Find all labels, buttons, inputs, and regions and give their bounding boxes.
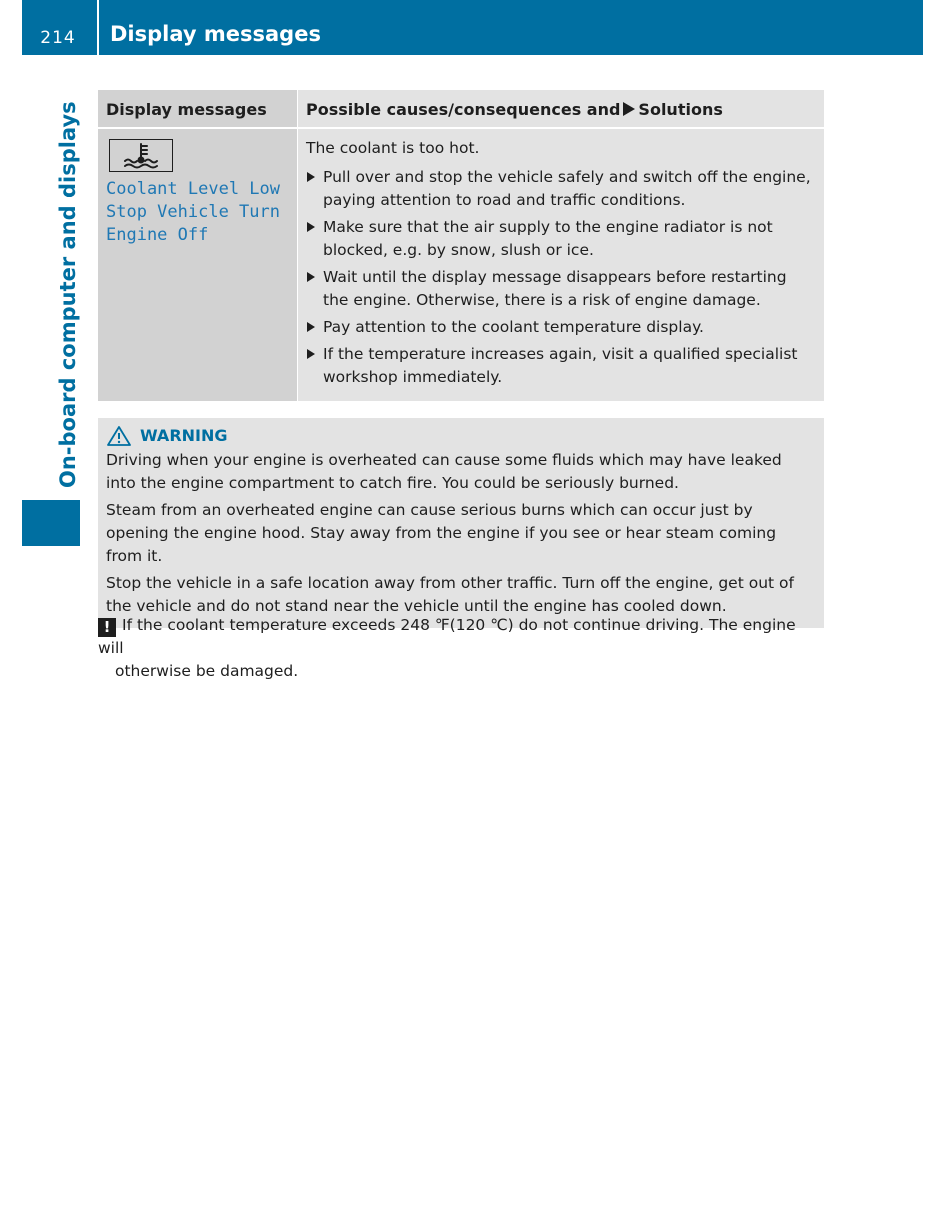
- note-line: [98, 614, 826, 660]
- solution-item: [306, 343, 816, 389]
- section-side-label: On-board computer and displays: [56, 101, 80, 488]
- exclamation-icon: !: [98, 618, 116, 637]
- solution-arrow-icon: [623, 102, 635, 116]
- section-tab-marker: [22, 500, 80, 546]
- page-number: 214: [40, 28, 76, 48]
- warning-box: [98, 418, 824, 628]
- solution-text: Pull over and stop the vehicle safely and switch off the engine, paying attention to road and traffic conditions.: [323, 168, 811, 209]
- solution-item: [306, 316, 816, 339]
- coolant-temperature-icon: [109, 139, 173, 172]
- note-text-continued: otherwise be damaged.: [115, 662, 299, 680]
- column-header-solutions-text: Solutions: [638, 99, 723, 119]
- solution-text: Make sure that the air supply to the engine radiator is not blocked, e.g. by snow, slush or ice.: [323, 218, 773, 259]
- column-header-causes-text: Possible causes/consequences and: [306, 99, 621, 119]
- warning-label: WARNING: [140, 426, 228, 445]
- warning-paragraph: Driving when your engine is overheated can cause some fluids which may have leaked into the engine compartment to catch fire. You could be seriously burned.: [106, 451, 782, 492]
- display-message-line: Stop Vehicle Turn: [106, 202, 280, 222]
- causes-solutions-cell: [298, 128, 825, 401]
- bullet-arrow-icon: [307, 322, 315, 332]
- solution-item: [306, 166, 816, 212]
- table-header-row: [98, 90, 824, 128]
- bullet-arrow-icon: [307, 349, 315, 359]
- display-messages-table: [98, 90, 824, 401]
- bullet-arrow-icon: [307, 172, 315, 182]
- solution-item: [306, 266, 816, 312]
- table-row: [98, 128, 824, 401]
- warning-paragraph: Steam from an overheated engine can cause serious burns which can occur just by opening the engine hood. Stay away from the engine if you see or hear steam coming from it.: [106, 501, 777, 565]
- solution-text: Wait until the display message disappears before restarting the engine. Otherwise, there is a risk of engine damage.: [323, 268, 787, 309]
- solutions-list: [306, 166, 816, 389]
- warning-triangle-icon: [106, 425, 132, 447]
- cause-text: The coolant is too hot.: [306, 139, 480, 157]
- column-header-display-messages: Display messages: [98, 90, 298, 128]
- column-header-causes-solutions: [298, 90, 825, 128]
- bullet-arrow-icon: [307, 272, 315, 282]
- display-message-line: Coolant Level Low: [106, 179, 280, 199]
- page-title: Display messages: [110, 22, 321, 46]
- bullet-arrow-icon: [307, 222, 315, 232]
- message-cell: [98, 128, 298, 401]
- warning-paragraph: Stop the vehicle in a safe location away from other traffic. Turn off the engine, get out of the vehicle and do not stand near the vehicle until the engine has cooled down.: [106, 574, 794, 615]
- display-message-text: [106, 178, 289, 247]
- display-message-line: Engine Off: [106, 225, 209, 245]
- solution-text: Pay attention to the coolant temperature display.: [323, 318, 704, 336]
- note-text: If the coolant temperature exceeds 248 ℉(120 ℃) do not continue driving. The engine will: [98, 616, 796, 657]
- warning-heading: [106, 424, 816, 447]
- solution-text: If the temperature increases again, visit a qualified specialist workshop immediately.: [323, 345, 798, 386]
- caution-note: [98, 614, 826, 683]
- solution-item: [306, 216, 816, 262]
- header-divider: [97, 0, 99, 55]
